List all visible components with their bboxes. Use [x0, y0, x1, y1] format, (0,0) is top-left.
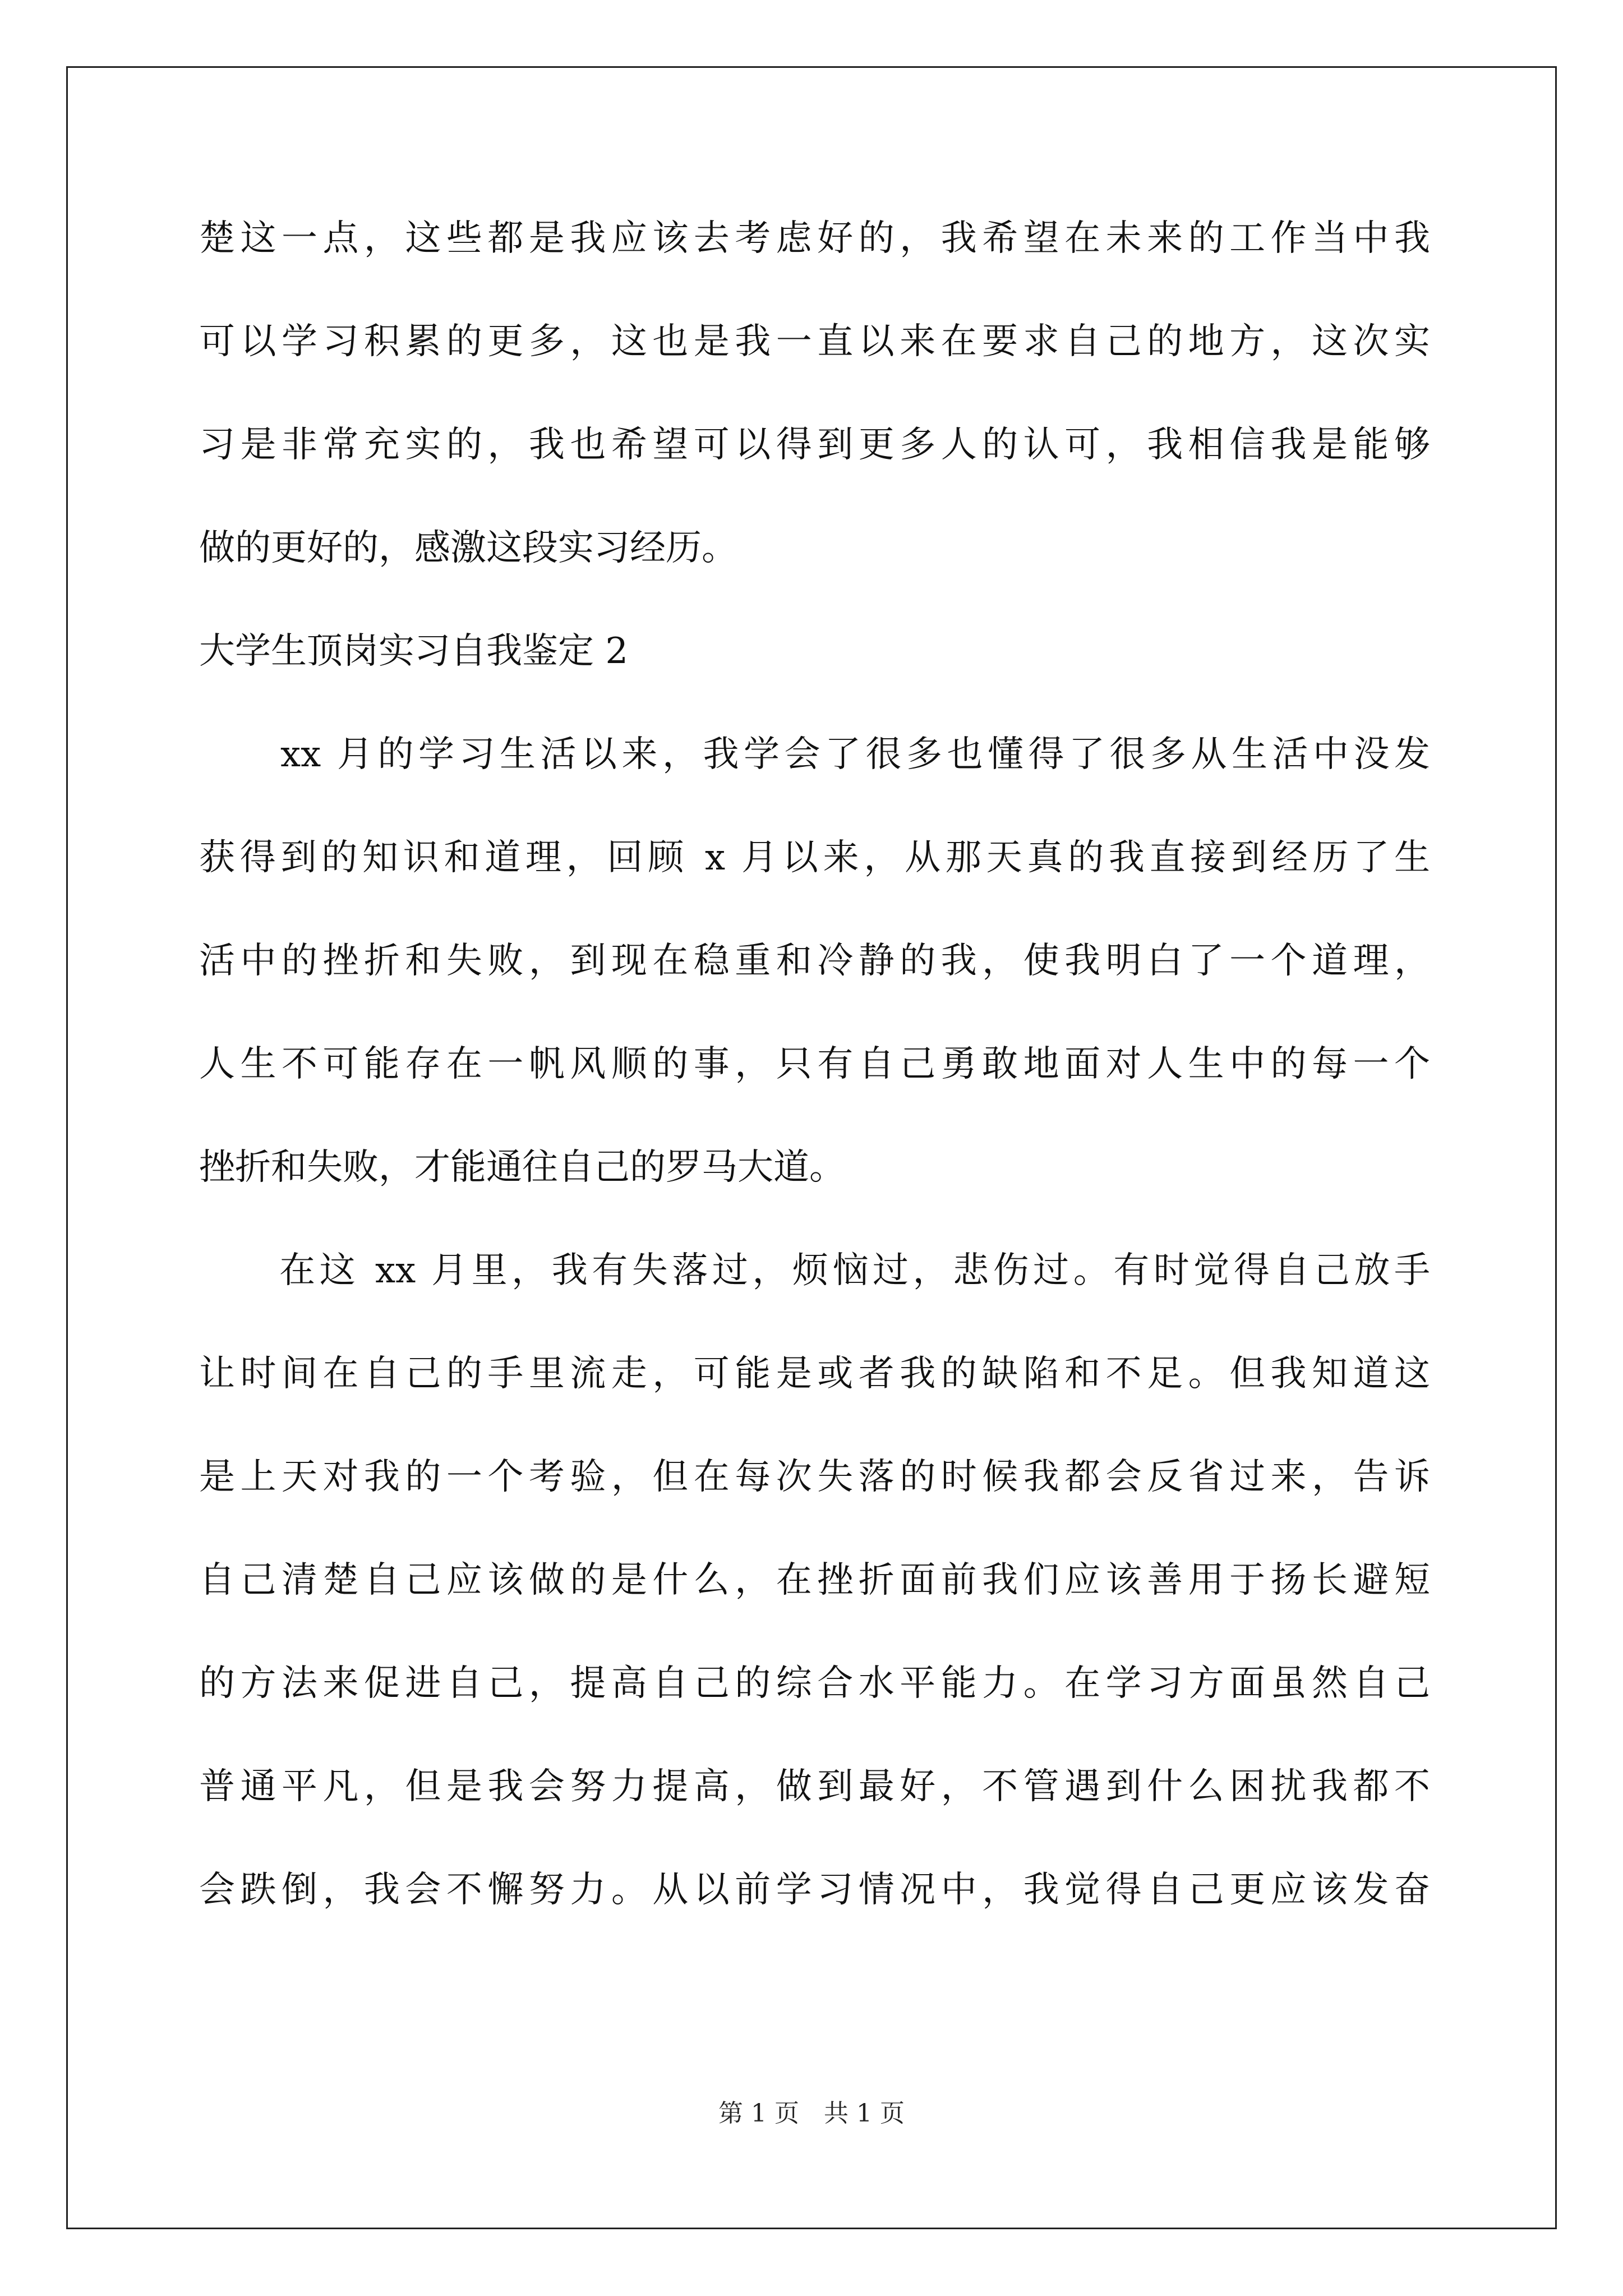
page-number-footer: 第 1 页 共 1 页 [718, 2099, 905, 2128]
text-line: 习是非常充实的，我也希望可以得到更多人的认可，我相信我是能够 [199, 424, 1430, 466]
text-line: 是上天对我的一个考验，但在每次失落的时候我都会反省过来，告诉 [199, 1456, 1430, 1498]
text-line: 可以学习积累的更多，这也是我一直以来在要求自己的地方，这次实 [199, 321, 1430, 362]
text-line: 自己清楚自己应该做的是什么，在挫折面前我们应该善用于扬长避短 [199, 1559, 1430, 1601]
text-line: 活中的挫折和失败，到现在稳重和冷静的我，使我明白了一个道理， [199, 940, 1430, 982]
text-line: xx 月的学习生活以来，我学会了很多也懂得了很多从生活中没发 [199, 734, 1430, 775]
text-line: 让时间在自己的手里流走，可能是或者我的缺陷和不足。但我知道这 [199, 1353, 1430, 1395]
document-body [199, 205, 1430, 1959]
text-line: 挫折和失败，才能通往自己的罗马大道。 [199, 1147, 845, 1188]
text-line: 的方法来促进自己，提高自己的综合水平能力。在学习方面虽然自己 [199, 1663, 1430, 1704]
text-line: 会跌倒，我会不懈努力。从以前学习情况中，我觉得自己更应该发奋 [199, 1869, 1430, 1911]
section-heading: 大学生顶岗实习自我鉴定 2 [199, 631, 629, 672]
text-line: 普通平凡，但是我会努力提高，做到最好，不管遇到什么困扰我都不 [199, 1766, 1430, 1807]
text-line: 在这 xx 月里，我有失落过，烦恼过，悲伤过。有时觉得自己放手 [199, 1250, 1430, 1291]
text-line: 人生不可能存在一帆风顺的事，只有自己勇敢地面对人生中的每一个 [199, 1043, 1430, 1085]
text-line: 做的更好的，感激这段实习经历。 [199, 527, 737, 569]
text-line: 楚这一点，这些都是我应该去考虑好的，我希望在未来的工作当中我 [199, 218, 1430, 259]
text-line: 获得到的知识和道理，回顾 x 月以来，从那天真的我直接到经历了生 [199, 837, 1430, 878]
